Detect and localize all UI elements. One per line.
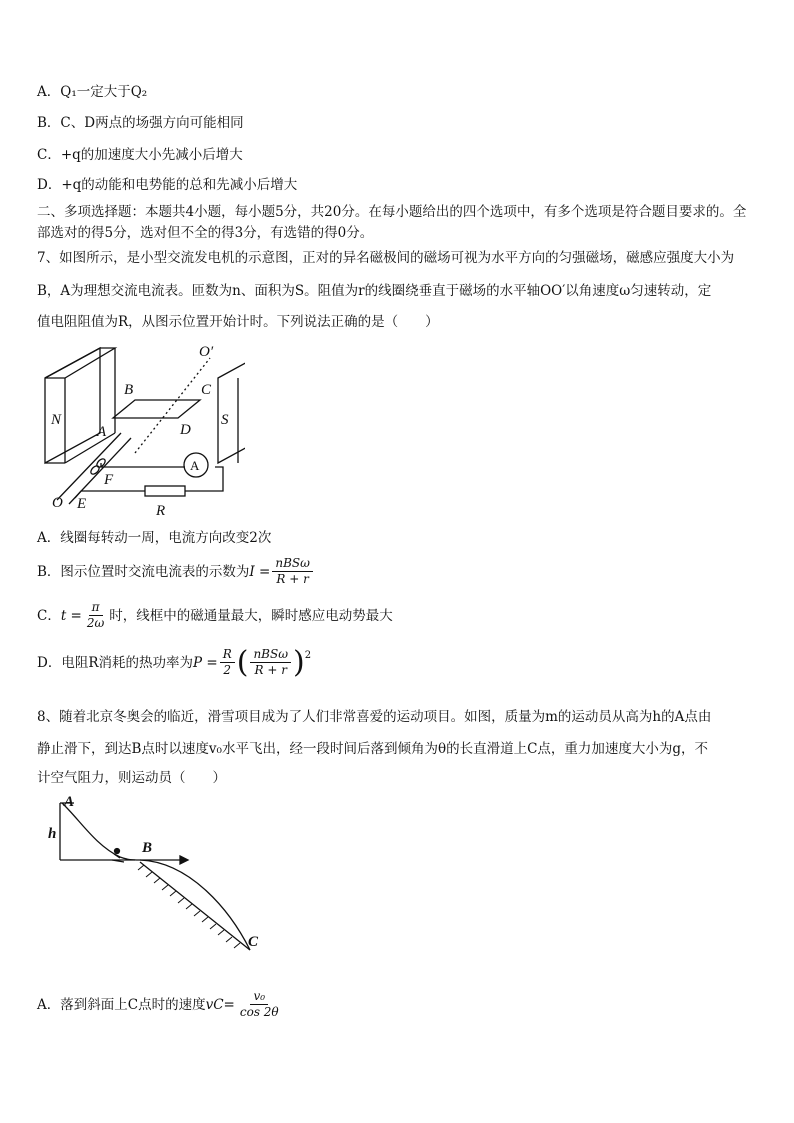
q7-option-b-numerator: nBSω — [272, 556, 313, 572]
q8-option-a — [37, 989, 284, 1020]
q7-label-d: D — [180, 422, 191, 438]
q7-label-r: R — [156, 503, 166, 518]
q8-option-a-lhs: vC= — [205, 996, 235, 1013]
q7-option-c — [37, 600, 393, 631]
q7-label-o-prime: O′ — [199, 344, 214, 360]
q7-option-d-denominator-2: R + r — [254, 663, 287, 677]
q7-option-a: A．线圈每转动一周，电流方向改变2次 — [37, 530, 272, 546]
q7-option-d-text: D．电阻R消耗的热功率为 — [37, 654, 193, 671]
ammeter-icon: A — [190, 458, 200, 473]
prev-option-b: B．C、D两点的场强方向可能相同 — [37, 115, 244, 131]
q7-stem-line-3: 值电阻阻值为R，从图示位置开始计时。下列说法正确的是（ ） — [37, 314, 439, 330]
q8-option-a-denominator: cos 2θ — [239, 1005, 279, 1019]
q8-stem-line-1: 8、随着北京冬奥会的临近，滑雪项目成为了人们非常喜爱的运动项目。如图，质量为m的运动员从高为h的A点由 — [37, 709, 712, 725]
prev-option-d: D．+q的动能和电势能的总和先减小后增大 — [37, 177, 298, 193]
q7-option-c-numerator: π — [89, 600, 103, 616]
q7-label-f: F — [104, 472, 114, 488]
q7-label-s: S — [221, 412, 229, 428]
q7-option-c-lhs: t = — [60, 607, 82, 624]
q7-option-c-prefix: C． — [37, 607, 61, 624]
q8-stem-line-3: 计空气阻力，则运动员（ ） — [37, 770, 226, 786]
prev-option-a: A．Q₁一定大于Q₂ — [37, 84, 148, 100]
q7-option-b — [37, 556, 315, 587]
q7-option-c-denominator: 2ω — [86, 616, 105, 630]
q8-label-c: C — [248, 934, 259, 950]
q7-stem-line-1: 7、如图所示，是小型交流发电机的示意图，正对的异名磁极间的磁场可视为水平方向的匀强磁场，磁感应强度大小为 — [37, 250, 735, 266]
q7-label-a: A — [97, 424, 107, 440]
q8-option-a-fraction — [237, 989, 282, 1020]
q8-label-a: A — [64, 794, 75, 810]
q7-option-c-fraction — [84, 600, 107, 631]
section-2-header: 二、多项选择题：本题共4小题，每小题5分，共20分。在每小题给出的四个选项中，有多个选项是符合题目要求的。全部选对的得5分，选对但不全的得3分，有选错的得0分。 — [37, 204, 747, 241]
q7-option-b-fraction — [272, 556, 313, 587]
q8-option-a-numerator: v₀ — [250, 989, 268, 1005]
q7-option-d-lhs: P = — [193, 654, 218, 671]
q8-label-h: h — [48, 826, 57, 842]
q7-label-e: E — [77, 496, 87, 512]
prev-option-c: C．+q的加速度大小先减小后增大 — [37, 147, 243, 163]
q7-option-d-denominator-1: 2 — [223, 663, 232, 677]
q8-label-b: B — [142, 840, 153, 856]
q7-label-c: C — [201, 382, 212, 398]
q8-ski-figure — [40, 790, 270, 960]
q8-stem-line-2: 静止滑下，到达B点时以速度v₀水平飞出，经一段时间后落到倾角为θ的长直滑道上C点，重力加速度大小为g，不 — [37, 741, 709, 757]
q7-option-d-numerator-2: nBSω — [250, 647, 291, 663]
q7-option-d-numerator-1: R — [220, 647, 235, 663]
q7-option-b-denominator: R + r — [276, 572, 309, 586]
q7-label-n: N — [51, 412, 62, 428]
q7-option-b-text: B．图示位置时交流电流表的示数为 — [37, 563, 250, 580]
q7-option-b-lhs: I = — [249, 563, 271, 580]
q7-stem-line-2: B，A为理想交流电流表。匝数为n、面积为S。阻值为r的线圈绕垂直于磁场的水平轴OO′以角速度ω匀速转动，定 — [37, 283, 712, 299]
q7-label-b: B — [124, 382, 134, 398]
q7-option-d: D．电阻R消耗的热功率为 P = $\frac{R}{2}$ ( $\frac{\text{nBSω}}{R + r}$ ) $^2$ — [37, 644, 312, 680]
q7-option-d-fraction-2 — [250, 647, 291, 678]
q7-label-o: O — [52, 495, 63, 511]
q7-option-d-fraction-1 — [220, 647, 235, 678]
q7-generator-figure — [35, 338, 245, 518]
q8-option-a-text: A．落到斜面上C点时的速度 — [37, 996, 206, 1013]
q7-option-d-exponent: 2 — [304, 650, 312, 661]
q7-option-c-text: 时，线框中的磁通量最大，瞬时感应电动势最大 — [109, 607, 393, 624]
